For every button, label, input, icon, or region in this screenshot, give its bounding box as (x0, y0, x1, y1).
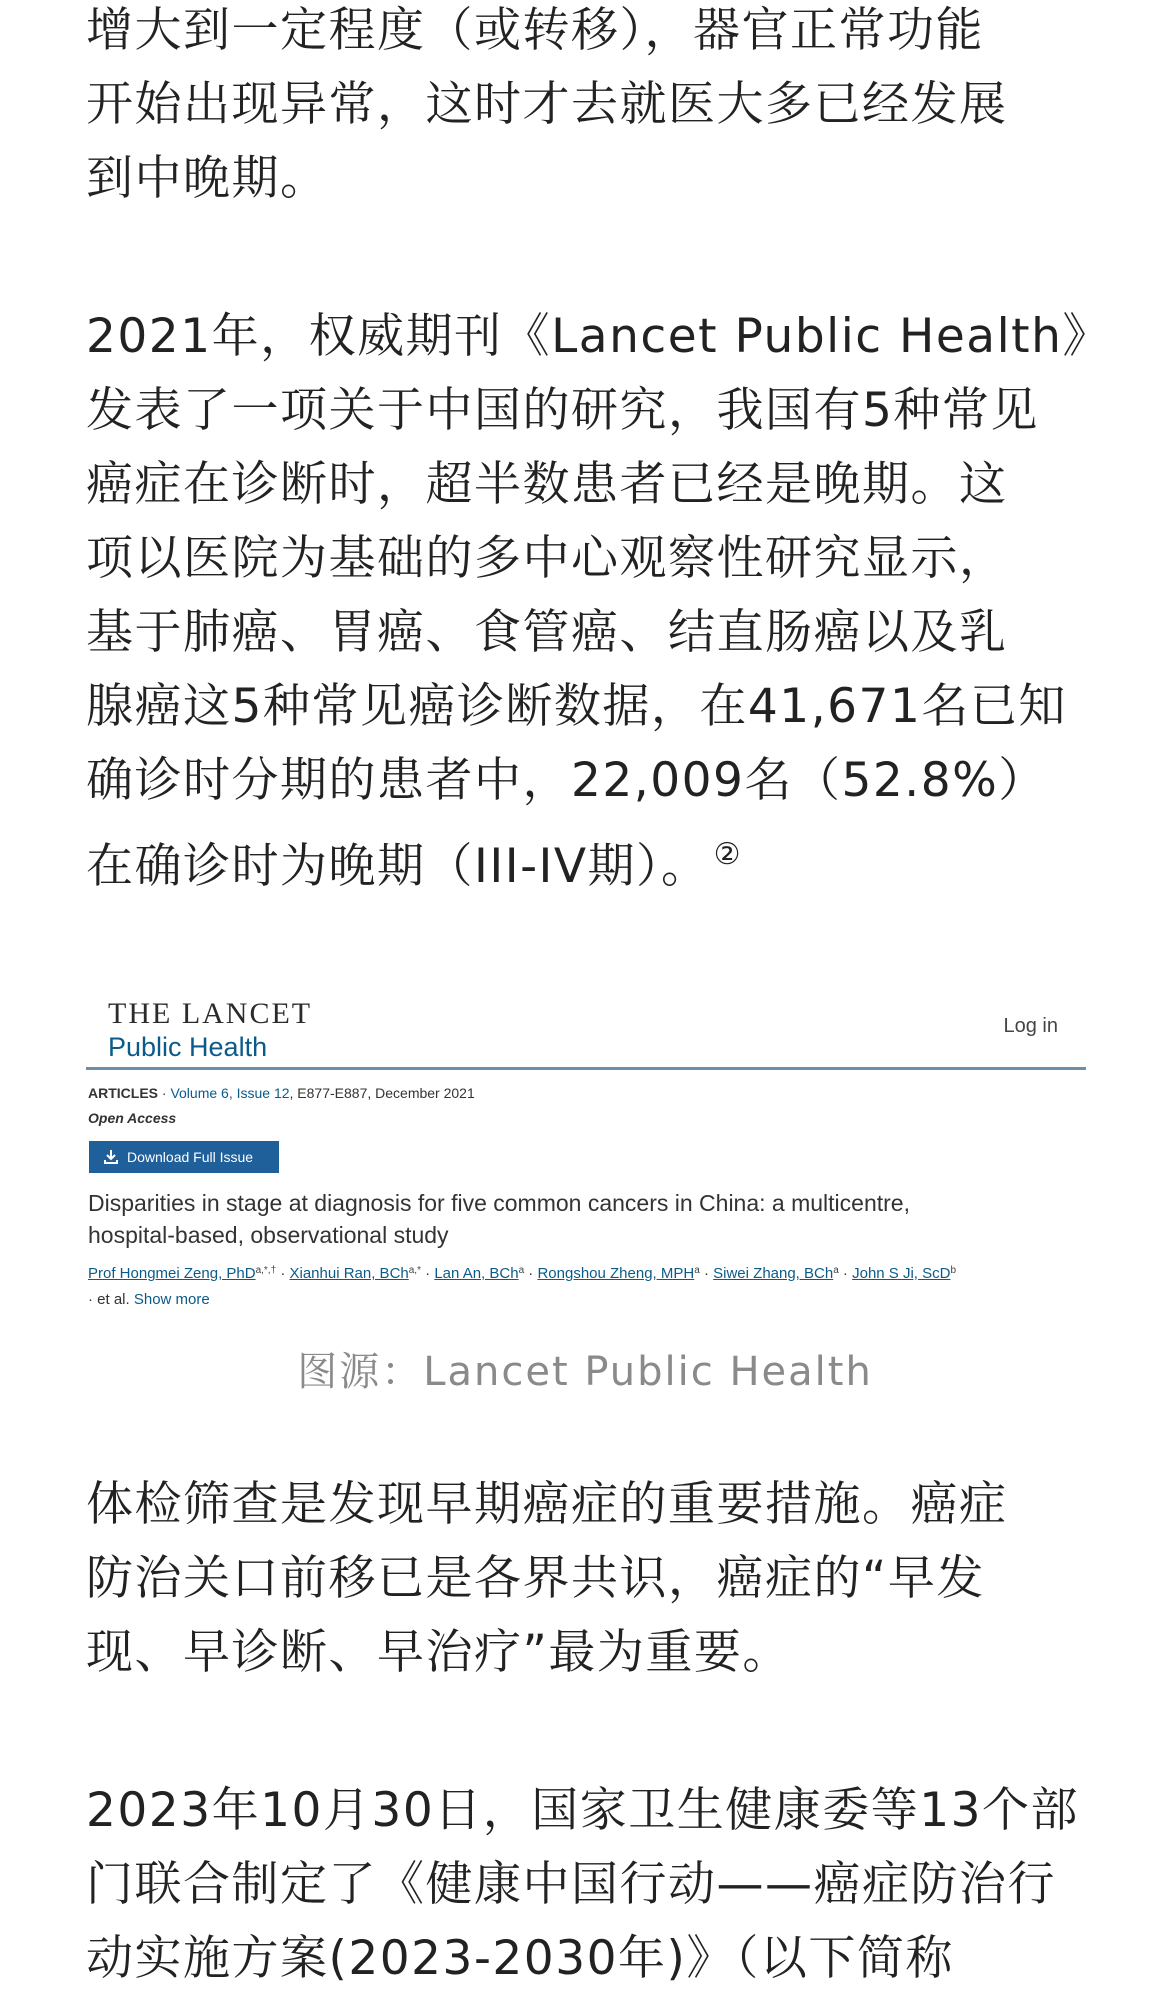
lancet-screenshot-figure (86, 975, 1086, 1330)
paragraph-line: 腺癌这5种常见癌诊断数据，在41,671名已知 (86, 679, 1067, 734)
lancet-logo (108, 997, 312, 1063)
paragraph-line: 动实施方案(2023-2030年)》（以下简称 (86, 1931, 954, 1986)
paragraph-line: 基于肺癌、胃癌、食管癌、结直肠癌以及乳 (86, 605, 1008, 660)
download-icon (103, 1149, 119, 1165)
open-access-label: Open Access (88, 1110, 177, 1126)
paragraph-text: 在确诊时为晚期（III-IV期）。 (86, 839, 710, 894)
download-label: Download Full Issue (127, 1149, 254, 1165)
paragraph-line (86, 818, 1086, 904)
volume-link[interactable]: Volume 6, Issue 12 (170, 1085, 290, 1101)
author-link[interactable]: Siwei Zhang, BCh (713, 1265, 834, 1282)
affiliation-marker: a (833, 1265, 839, 1276)
paragraph-3 (86, 1468, 1086, 1690)
paragraph-line: 到中晚期。 (86, 151, 329, 206)
paragraph-line: 发表了一项关于中国的研究，我国有5种常见 (86, 383, 1039, 438)
author-link[interactable]: Rongshou Zheng, MPH (537, 1265, 695, 1282)
meta-separator: · (158, 1085, 171, 1101)
paragraph-4 (86, 1774, 1086, 1996)
paragraph-2 (86, 300, 1111, 904)
paragraph-line: 现、早诊断、早治疗”最为重要。 (86, 1625, 791, 1680)
affiliation-marker: a (518, 1265, 525, 1276)
affiliation-marker: a,* (408, 1265, 421, 1276)
affiliation-marker: a (694, 1265, 700, 1276)
article-meta (88, 1085, 475, 1101)
paragraph-line: 体检筛查是发现早期癌症的重要措施。癌症 (86, 1477, 1008, 1532)
author-list: Prof Hongmei Zeng, PhD$^{a,*,\dagger}$ · Xianhui Ran, BCh$^{a,*}$ · Lan An, BCh$^a$ · Rongshou Zheng, MPH$^a$ · Siwei Zhang, BCh$^a$ · John S Ji, ScD$^b$ · et al. Show more (88, 1265, 957, 1308)
paragraph-line: 项以医院为基础的多中心观察性研究显示， (86, 531, 1008, 586)
paragraph-line: 防治关口前移已是各界共识，癌症的“早发 (86, 1551, 985, 1606)
logo-text-bottom: Public Health (108, 1032, 268, 1062)
et-al-text: · et al. (88, 1291, 130, 1308)
affiliation-marker: a,*,† (255, 1265, 277, 1276)
author-link[interactable]: Lan An, BCh (434, 1265, 519, 1282)
paper-title (88, 1187, 1048, 1251)
paper-title-line: Disparities in stage at diagnosis for five common cancers in China: a multicentre, (88, 1190, 910, 1216)
image-caption: 图源：Lancet Public Health (297, 1349, 873, 1395)
logo-text-top: THE LANCET (108, 997, 313, 1030)
author-link[interactable]: John S Ji, ScD (852, 1265, 951, 1282)
download-full-issue-button[interactable] (89, 1141, 279, 1173)
paragraph-line: 开始出现异常，这时才去就医大多已经发展 (86, 77, 1008, 132)
show-more-link[interactable]: Show more (133, 1291, 210, 1308)
reference-marker[interactable]: ② (713, 837, 742, 872)
paragraph-line: 增大到一定程度（或转移），器官正常功能 (86, 3, 984, 58)
paragraph-1 (86, 0, 1086, 216)
author-link[interactable]: Xianhui Ran, BCh (289, 1265, 409, 1282)
paragraph-line: 确诊时分期的患者中，22,009名（52.8%） (86, 753, 1047, 808)
header-divider (86, 1067, 1086, 1070)
paragraph-line: 2023年10月30日，国家卫生健康委等13个部 (86, 1783, 1080, 1838)
pages-date: , E877-E887, December 2021 (289, 1085, 475, 1101)
section-label: ARTICLES (88, 1085, 158, 1101)
affiliation-marker: b (950, 1265, 957, 1276)
paragraph-line: 2021年，权威期刊《Lancet Public Health》 (86, 309, 1111, 364)
paper-title-line: hospital-based, observational study (88, 1222, 449, 1248)
paragraph-line: 门联合制定了《健康中国行动——癌症防治行 (86, 1857, 1056, 1912)
login-link[interactable]: Log in (1003, 1015, 1058, 1037)
paragraph-line: 癌症在诊断时，超半数患者已经是晚期。这 (86, 457, 1008, 512)
author-link[interactable]: Prof Hongmei Zeng, PhD (88, 1265, 256, 1282)
